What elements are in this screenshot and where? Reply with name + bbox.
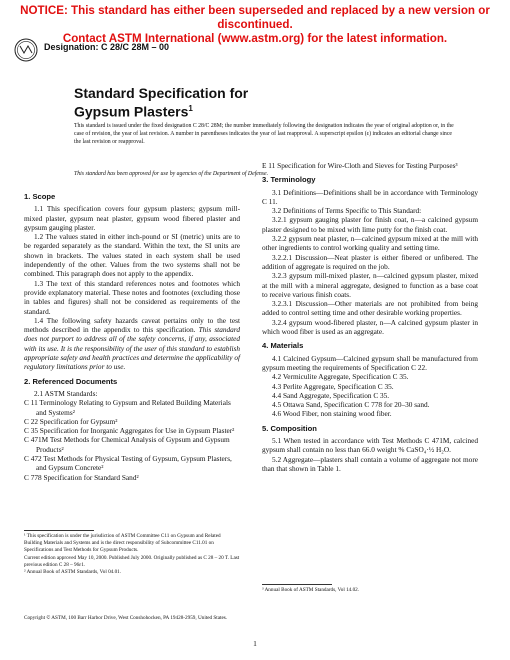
designation: Designation: C 28/C 28M – 00 <box>44 42 170 52</box>
copyright-line: Copyright © ASTM, 100 Barr Harbor Drive, West Conshohocken, PA 19428-2959, United States. <box>24 615 228 621</box>
section-3-2-1: 3.2.1 gypsum gauging plaster for finish coat, n—a calcined gypsum plaster designed to be mixed with lime putty for the finish coat. <box>262 215 478 234</box>
section-4-1: 4.1 Calcined Gypsum—Calcined gypsum shall be manufactured from gypsum meeting the requirements of Specification C 22. <box>262 353 478 372</box>
ref-item: C 35 Specification for Inorganic Aggregates for Use in Gypsum Plaster² <box>24 426 235 436</box>
section-4-4: 4.4 Sand Aggregate, Specification C 35. <box>272 390 390 400</box>
footnote-3: ³ Annual Book of ASTM Standards, Vol 14.02. <box>262 587 360 593</box>
title-footnote-mark: 1 <box>188 104 193 113</box>
notice-line-2: Contact ASTM International (www.astm.org) for the latest information. <box>62 32 448 45</box>
issued-text: This standard is issued under the fixed designation C 28/C 28M; the number immediately following the designation indicates the year of original adoption or, in the case of revision, the year of last revision. A number in parentheses indicates the year of last reapproval. A superscript epsilon (ε) indicates an editorial change since the last revision or reapproval. <box>74 123 454 146</box>
section-3-2: 3.2 Definitions of Terms Specific to This Standard: <box>272 206 422 216</box>
section-5-1: 5.1 When tested in accordance with Test Methods C 471M, calcined gypsum shall contain no less than 66.0 weight % CaSO₄·½ H₂O. <box>262 436 478 455</box>
ref-item: C 778 Specification for Standard Sand² <box>24 472 139 482</box>
left-column <box>24 192 240 482</box>
approved-text: This standard has been approved for use by agencies of the Department of Defense. <box>74 171 269 177</box>
materials-heading: 4. Materials <box>262 341 304 351</box>
right-column <box>262 161 478 473</box>
section-3-2-3-1: 3.2.3.1 Discussion—Other materials are not prohibited from being added to control setting time and other desirable working properties. <box>262 299 478 318</box>
title-line-1: Standard Specification for <box>74 85 249 101</box>
notice-line-1: NOTICE: This standard has either been superseded and replaced by a new version or discontinued. <box>20 4 490 31</box>
section-3-2-2: 3.2.2 gypsum neat plaster, n—calcined gypsum mixed at the mill with other ingredients to control working quality and setting time. <box>262 234 478 253</box>
section-1-4 <box>24 316 240 372</box>
safety-caveat: This standard does not purport to address all of the safety concerns, if any, associated with its use. It is the responsibility of the user of this standard to establish appropriate safety and health practices and determine the applicability of regulatory limitations prior to use. <box>24 325 240 372</box>
section-1-3: 1.3 The text of this standard references notes and footnotes which provide explanatory material. These notes and footnotes (excluding those in tables and figures) shall not be considered as requirements of the standard. <box>24 278 240 316</box>
footnote-rule-right <box>262 584 332 585</box>
section-2-1: 2.1 ASTM Standards: <box>34 388 98 398</box>
section-3-2-4: 3.2.4 gypsum wood-fibered plaster, n—A calcined gypsum plaster in which wood fiber is used as an aggregate. <box>262 317 478 337</box>
section-4-3: 4.3 Perlite Aggregate, Specification C 35. <box>272 381 394 391</box>
footnotes-left <box>24 533 240 576</box>
ref-item: C 471M Test Methods for Chemical Analysis of Gypsum and Gypsum Products² <box>24 435 230 454</box>
section-1-1: 1.1 This specification covers four gypsum plasters; gypsum mill-mixed plaster, gypsum neat plaster, gypsum wood fibered plaster and gypsum gauging plaster. <box>24 204 240 232</box>
supersede-notice <box>0 4 510 46</box>
footnote-rule-left <box>24 530 94 531</box>
section-5-2: 5.2 Aggregate—plasters shall contain a volume of aggregate not more than that shown in Table 1. <box>262 454 478 473</box>
ref-item: C 472 Test Methods for Physical Testing of Gypsum, Gypsum Plasters, and Gypsum Concrete² <box>24 454 232 473</box>
section-3-1: 3.1 Definitions—Definitions shall be in accordance with Terminology C 11. <box>262 187 478 206</box>
astm-logo-icon <box>14 38 38 62</box>
section-3-2-2-1: 3.2.2.1 Discussion—Neat plaster is either fibered or unfibered. The addition of aggregate is required on the job. <box>262 252 478 271</box>
footnotes-right <box>262 587 478 594</box>
page-number: 1 <box>253 639 257 648</box>
footnote-2: ² Annual Book of ASTM Standards, Vol 04.01. <box>24 569 122 576</box>
refs-heading: 2. Referenced Documents <box>24 376 118 386</box>
terminology-heading: 3. Terminology <box>262 175 316 185</box>
document-title <box>74 85 248 120</box>
section-4-5: 4.5 Ottawa Sand, Specification C 778 for 20–30 sand. <box>272 400 430 410</box>
section-3-2-3: 3.2.3 gypsum mill-mixed plaster, n—calcined gypsum plaster, mixed at the mill with a mineral aggregate, designed to function as a base coat to receive various finish coats. <box>262 271 478 299</box>
title-line-2: Gypsum Plasters <box>74 103 189 120</box>
ref-item: C 11 Terminology Relating to Gypsum and Related Building Materials and Systems² <box>24 398 231 417</box>
scope-heading: 1. Scope <box>24 192 56 201</box>
section-4-6: 4.6 Wood Fiber, non staining wood fiber. <box>272 409 392 419</box>
section-4-2: 4.2 Vermiculite Aggregate, Specification C 35. <box>272 372 409 382</box>
section-1-4-text: 1.4 The following safety hazards caveat pertains only to the test methods described in the appendix to this specification. <box>24 315 240 335</box>
footnote-1: ¹ This specification is under the jurisdiction of ASTM Committee C11 on Gypsum and Related Building Materials and Systems and is the direct responsibility of Subcommittee C11.01 on Specifications and Test Methods for Gypsum Products. <box>24 533 221 554</box>
section-1-2: 1.2 The values stated in either inch-pound or SI (metric) units are to be regarded separately as the standard. Within the text, the SI units are shown in brackets. The values stated in each system shall be used independently of the other. Values from the two systems shall not be combined. This paragraph does not apply to the appendix. <box>24 232 240 279</box>
composition-heading: 5. Composition <box>262 423 317 433</box>
footnote-1b: Current edition approved May 10, 2000. Published July 2000. Originally published as C 28 – 20 T. Last previous edition C 28 – 96ε1. <box>24 554 240 568</box>
ref-item: C 22 Specification for Gypsum² <box>24 416 118 426</box>
ref-item-e11: E 11 Specification for Wire-Cloth and Sieves for Testing Purposes³ <box>262 161 458 170</box>
